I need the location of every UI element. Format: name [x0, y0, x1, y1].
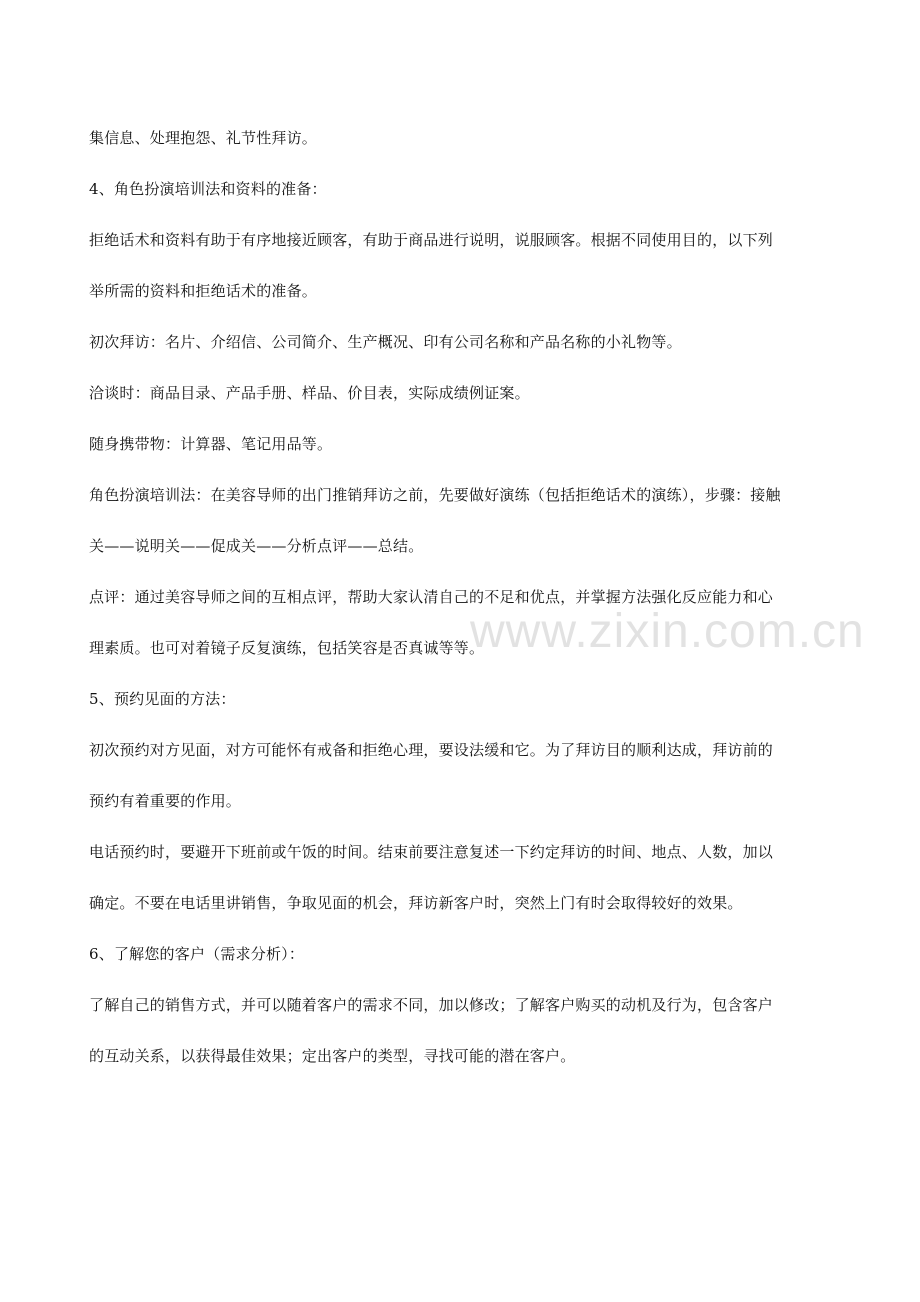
- text-line: 角色扮演培训法：在美容导师的出门推销拜访之前，先要做好演练（包括拒绝话术的演练），步骤：接触: [89, 486, 781, 504]
- text-line: 集信息、处理抱怨、礼节性拜访。: [89, 129, 318, 147]
- section-heading-4: 4、角色扮演培训法和资料的准备：: [89, 180, 327, 198]
- text-line: 了解自己的销售方式，并可以随着客户的需求不同，加以修改；了解客户购买的动机及行为，包含客户: [89, 996, 774, 1014]
- text-line: 初次拜访：名片、介绍信、公司简介、生产概况、印有公司名称和产品名称的小礼物等。: [89, 333, 682, 351]
- text-line: 确定。不要在电话里讲销售，争取见面的机会，拜访新客户时，突然上门有时会取得较好的效果。: [89, 894, 743, 912]
- watermark: www.zixin.com.cn: [470, 605, 865, 658]
- text-line: 拒绝话术和资料有助于有序地接近顾客，有助于商品进行说明，说服顾客。根据不同使用目的，以下列: [89, 231, 774, 249]
- text-line: 初次预约对方见面，对方可能怀有戒备和拒绝心理，要设法缓和它。为了拜访目的顺利达成，拜访前的: [89, 741, 774, 759]
- text-line: 洽谈时：商品目录、产品手册、样品、价目表，实际成绩例证案。: [89, 384, 530, 402]
- text-line: 理素质。也可对着镜子反复演练，包括笑容是否真诚等等。: [89, 639, 485, 657]
- section-heading-6: 6、了解您的客户（需求分析）：: [89, 945, 305, 963]
- text-line: 预约有着重要的作用。: [89, 792, 242, 810]
- text-line: 随身携带物：计算器、笔记用品等。: [89, 435, 333, 453]
- text-line: 电话预约时，要避开下班前或午饭的时间。结束前要注意复述一下约定拜访的时间、地点、人数，加以: [89, 843, 774, 861]
- text-line: 关——说明关——促成关——分析点评——总结。: [89, 537, 424, 555]
- text-line: 举所需的资料和拒绝话术的准备。: [89, 282, 318, 300]
- section-heading-5: 5、预约见面的方法：: [89, 690, 236, 708]
- text-line: 的互动关系，以获得最佳效果；定出客户的类型，寻找可能的潜在客户。: [89, 1047, 576, 1065]
- text-line: 点评：通过美容导师之间的互相点评，帮助大家认清自己的不足和优点，并掌握方法强化反应能力和心: [89, 588, 774, 606]
